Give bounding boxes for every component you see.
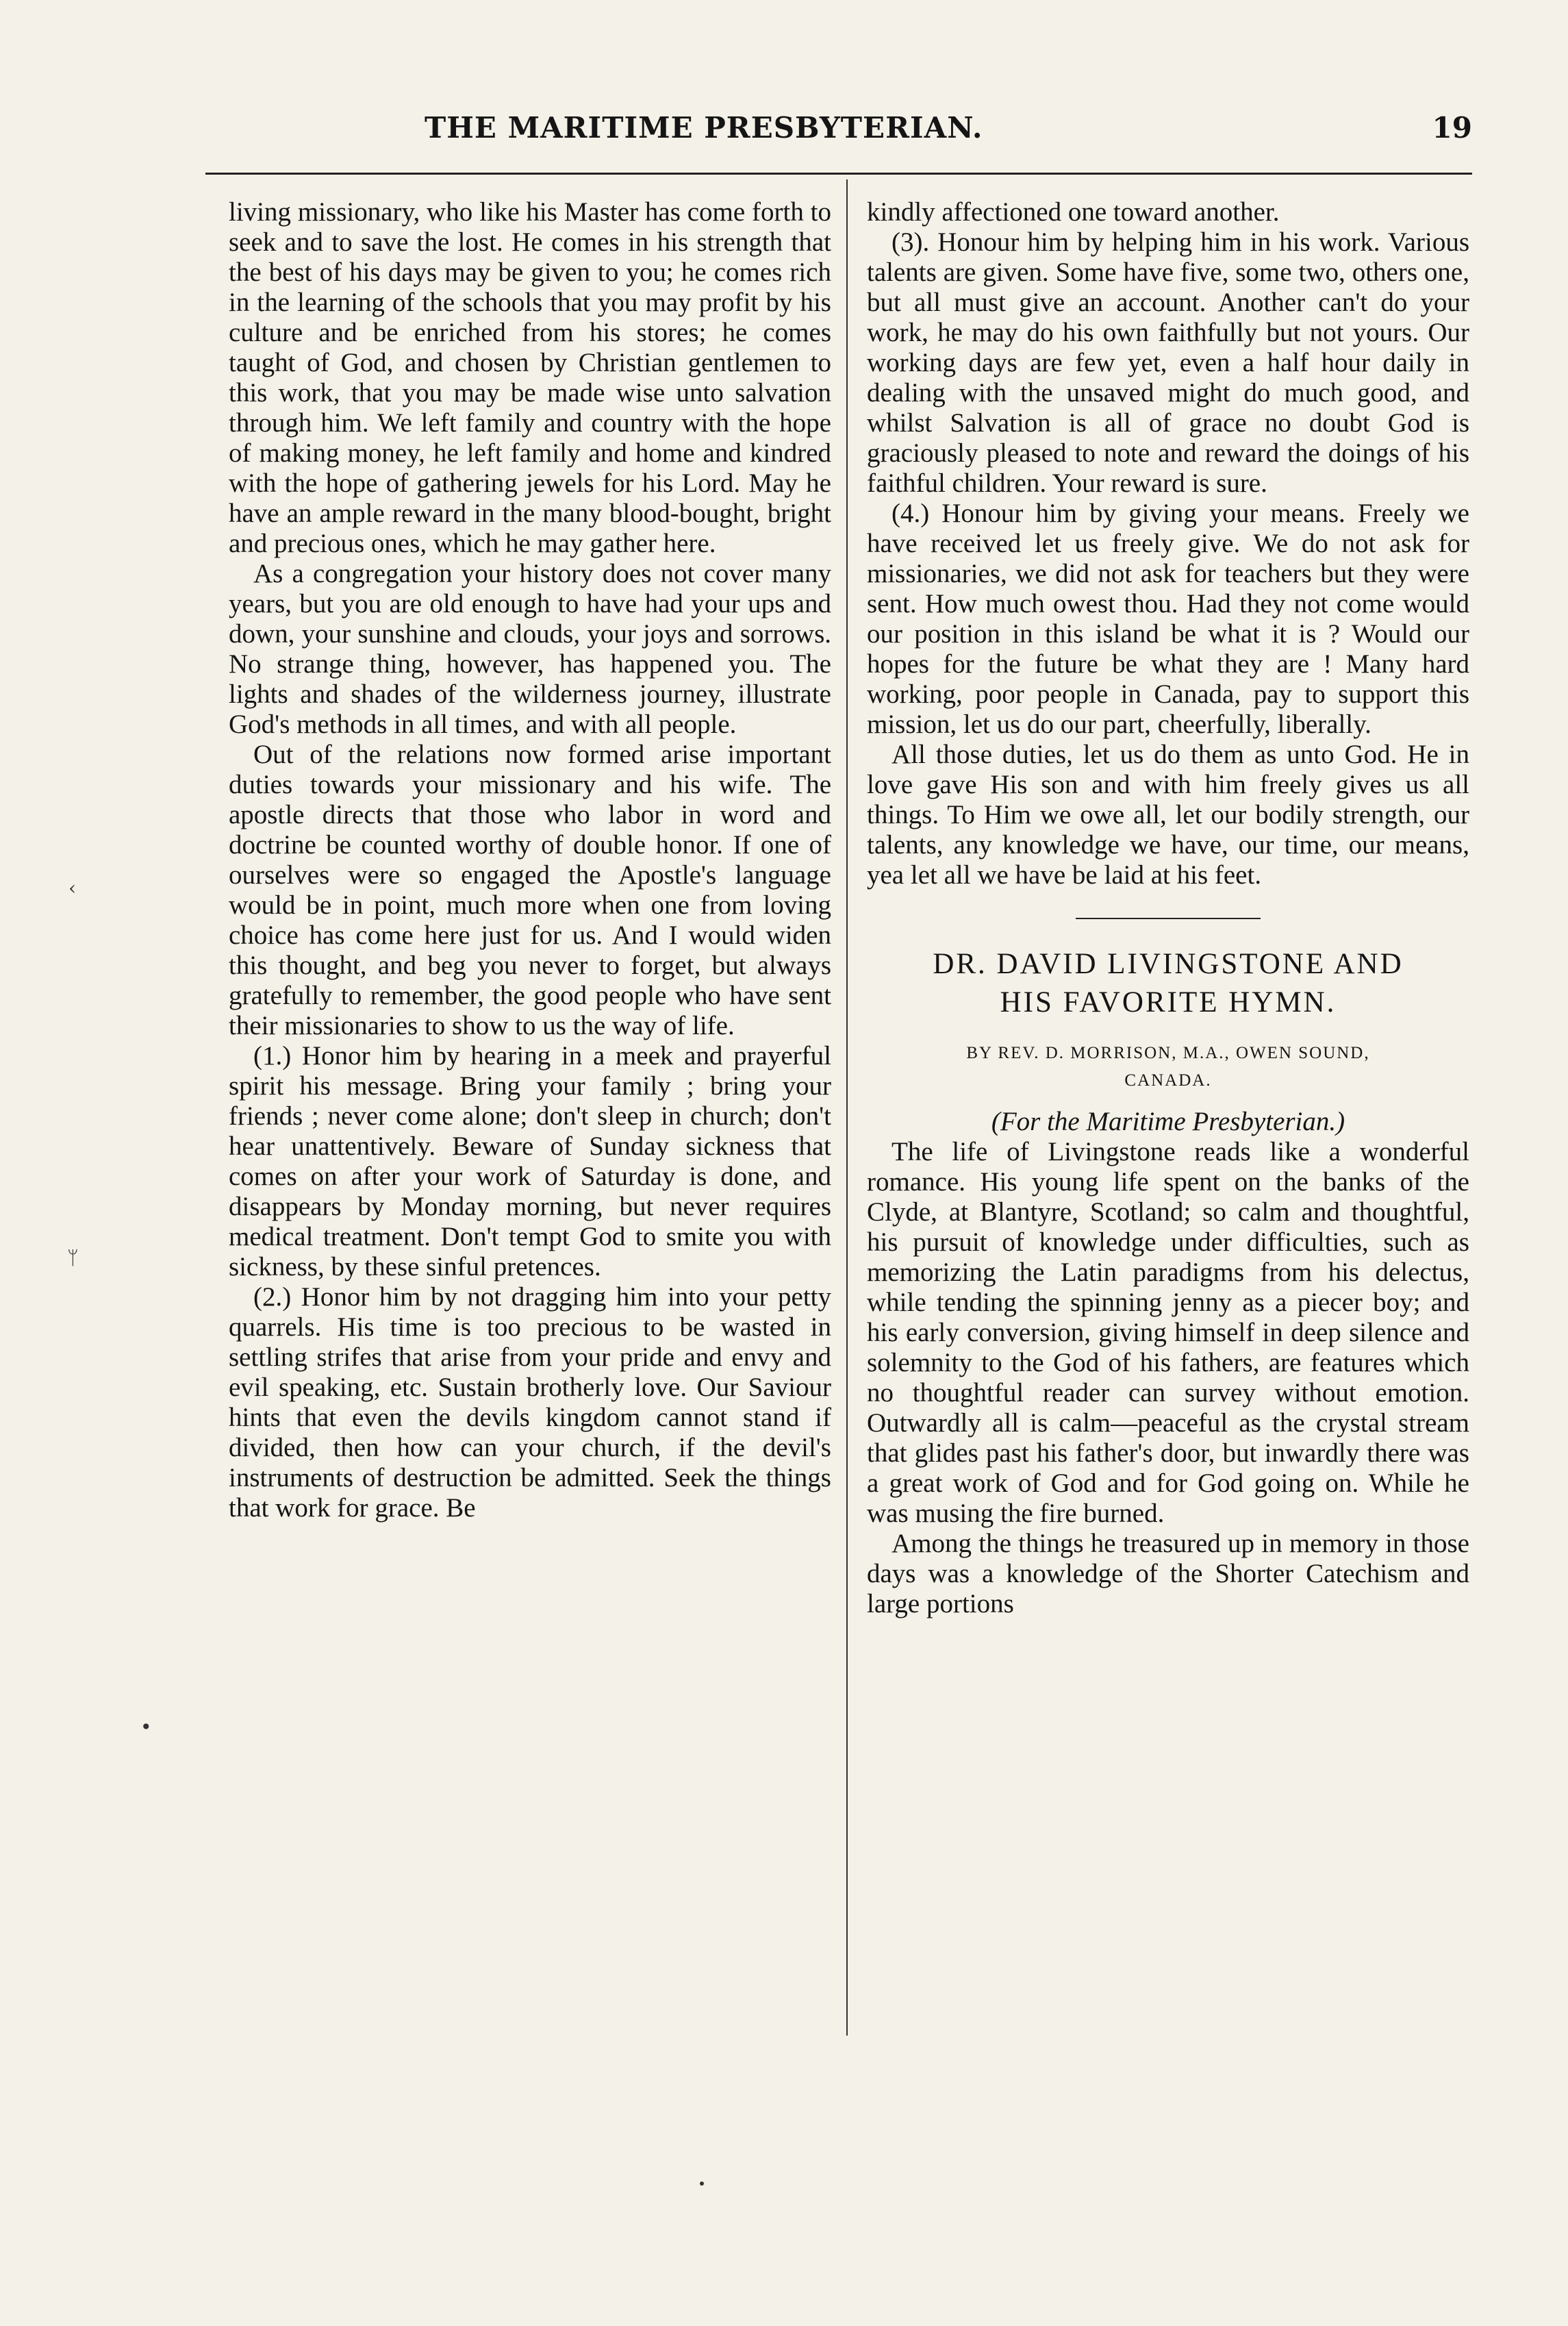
paragraph: (4.) Honour him by giving your means. Freely we have received let us freely give. We do not ask for missionaries, we did not ask for teachers but they were sent. How much owest thou. Had they not come would our position in this island be what it is ? Would our hopes for the future be what they are ! Many hard working, poor people in Canada, pay to support this mission, let us do our part, cheerfully, liberally.: [867, 499, 1469, 739]
paragraph: (3). Honour him by helping him in his work. Various talents are given. Some have five, some two, others one, but all must give an account. Another can't do your work, he may do his own faithfully but not yours. Our working days are few yet, even a half hour daily in dealing with the unsaved might do much good, and whilst Salvation is all of grace no doubt God is graciously pleased to note and reward the doings of his faithful children. Your reward is sure.: [867, 227, 1469, 498]
journal-title: THE MARITIME PRESBYTERIAN.: [425, 111, 983, 145]
article-title: [867, 945, 1469, 1022]
running-head: [205, 111, 1472, 159]
paragraph: (2.) Honor him by not dragging him into your petty quarrels. His time is too precious to be wasted in settling strifes that arise from your pride and envy and evil speaking, etc. Sustain brotherly love. Our Saviour hints that even the devils kingdom cannot stand if divided, then how can your church, if the devil's instruments of destruction be admitted. Seek the things that work for grace. Be: [229, 1282, 831, 1523]
source-note: (For the Maritime Presbyterian.): [991, 1107, 1345, 1136]
margin-mark: ᛘ: [67, 1247, 79, 1269]
paragraph: Among the things he treasured up in memory in those days was a knowledge of the Shorter Catechism and large portions: [867, 1529, 1469, 1618]
right-column: [867, 197, 1469, 1619]
article-title-line: HIS FAVORITE HYMN.: [1000, 986, 1337, 1018]
article-divider: [1076, 918, 1261, 919]
page-dot: [700, 2181, 704, 2186]
paragraph: The life of Livingstone reads like a wonderful romance. His young life spent on the banks of the Clyde, at Blantyre, Scotland; so calm and thoughtful, his pursuit of knowledge under difficulties, such as memorizing the Latin paradigms from his delectus, while tending the spinning jenny as a piecer boy; and his early conversion, giving himself in deep silence and solemnity to the God of his fathers, are features which no thoughtful reader can survey without emotion. Outwardly all is calm—peaceful as the crystal stream that glides past his father's door, but inwardly there was a great work of God and for God going on. While he was musing the fire burned.: [867, 1137, 1469, 1528]
paragraph: Out of the relations now formed arise important duties towards your missionary and his wife. The apostle directs that those who labor in word and doctrine be counted worthy of double honor. If one of ourselves were so engaged the Apostle's language would be in point, much more when one from loving choice has come here just for us. And I would widen this thought, and beg you never to forget, but always gratefully to remember, the good people who have sent their missionaries to show to us the way of life.: [229, 740, 831, 1040]
margin-mark: •: [140, 1716, 152, 1738]
paragraph: As a congregation your history does not cover many years, but you are old enough to have had your ups and down, your sunshine and clouds, your joys and sorrows. No strange thing, however, has happened you. The lights and shades of the wilderness journey, illustrate God's methods in all times, and with all people.: [229, 559, 831, 739]
margin-mark: ‹: [68, 877, 77, 899]
byline: [867, 1040, 1469, 1095]
page-number: 19: [1432, 111, 1472, 145]
paragraph: kindly affectioned one toward another.: [867, 197, 1280, 227]
byline-line: BY REV. D. MORRISON, M.A., OWEN SOUND,: [966, 1044, 1370, 1062]
article-title-line: DR. DAVID LIVINGSTONE AND: [933, 948, 1404, 980]
paragraph: All those duties, let us do them as unto God. He in love gave His son and with him freely gives us all things. To Him we owe all, let our bodily strength, our talents, any knowledge we have, our time, our means, yea let all we have be laid at his feet.: [867, 740, 1469, 890]
header-rule: [205, 173, 1472, 175]
paragraph: living missionary, who like his Master has come forth to seek and to save the lost. He comes in his strength that the best of his days may be given to you; he comes rich in the learning of the schools that you may profit by his culture and be enriched from his stores; he comes taught of God, and chosen by Christian gentlemen to this work, that you may be made wise unto salvation through him. We left family and country with the hope of making money, he left family and home and kindred with the hope of gathering jewels for his Lord. May he have an ample reward in the many blood-bought, bright and precious ones, which he may gather here.: [229, 197, 831, 558]
column-rule: [846, 179, 848, 2036]
byline-line: CANADA.: [1124, 1071, 1212, 1090]
left-column: [229, 197, 831, 1523]
paragraph: (1.) Honor him by hearing in a meek and prayerful spirit his message. Bring your family ; bring your friends ; never come alone; don't sleep in church; don't hear unattentively. Beware of Sunday sickness that comes on after your work of Saturday is done, and disappears by Monday morning, but never requires medical treatment. Don't tempt God to smite you with sickness, by these sinful pretences.: [229, 1041, 831, 1281]
